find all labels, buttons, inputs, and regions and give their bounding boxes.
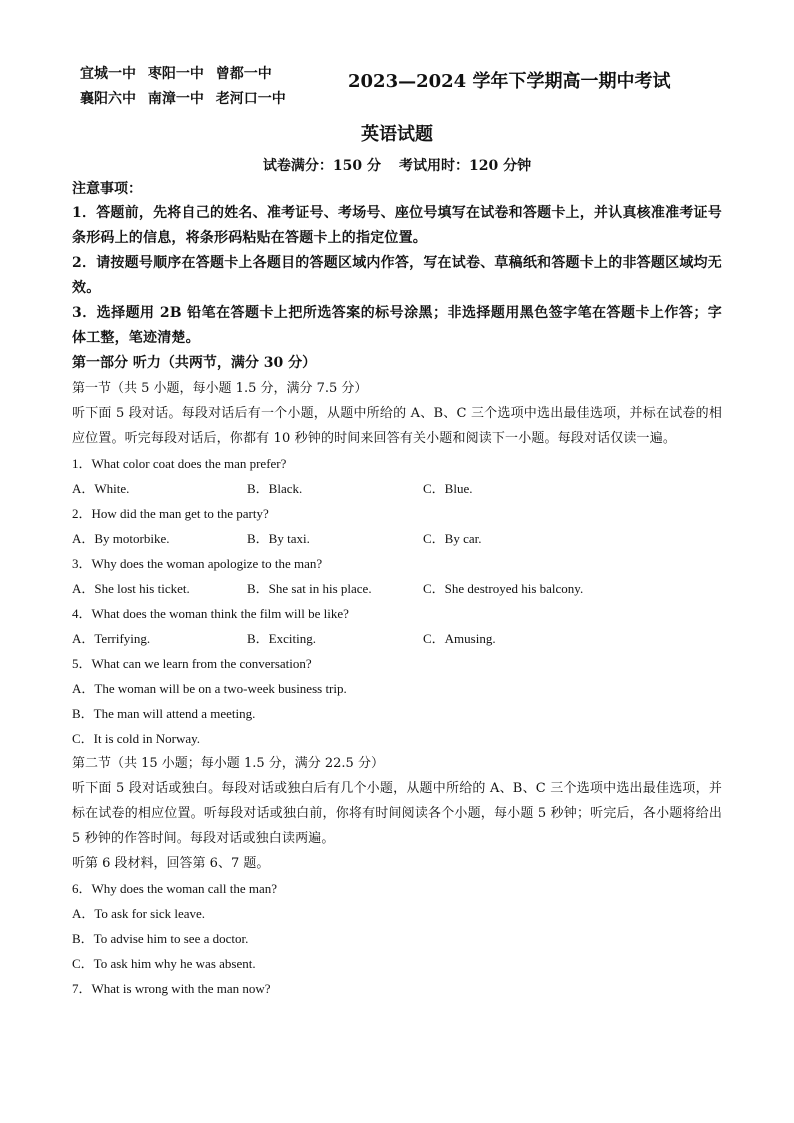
exam-title: 2023—2024 学年下学期高一期中考试 — [348, 71, 671, 92]
option: A．To ask for sick leave. — [72, 906, 206, 921]
option: B．She sat in his place. — [247, 581, 372, 596]
option: B．To advise him to see a doctor. — [72, 931, 249, 946]
exam-duration: 考试用时：120 分钟 — [399, 158, 532, 174]
school-row — [80, 87, 340, 112]
option: B．By taxi. — [247, 531, 310, 546]
question-stem: 1．What color coat does the man prefer? — [72, 456, 287, 471]
option-row — [72, 476, 722, 501]
notice-item: 2．请按题号顺序在答题卡上各题目的答题区域内作答，写在试卷、草稿纸和答题卡上的非答题区域均无效。 — [72, 255, 722, 296]
option: B．Exciting. — [247, 631, 316, 646]
school-name: 襄阳六中 — [80, 91, 136, 107]
option: C．By car. — [423, 531, 482, 546]
part-title: 第一部分 听力（共两节，满分 30 分） — [72, 355, 317, 371]
school-name: 宜城一中 — [80, 66, 136, 82]
section-title: 第一节（共 5 小题，每小题 1.5 分，满分 7.5 分） — [72, 381, 368, 396]
notice-item: 3．选择题用 2B 铅笔在答题卡上把所选答案的标号涂黑；非选择题用黑色签字笔在答题卡上作答；字体工整，笔迹清楚。 — [72, 305, 722, 346]
option: A．The woman will be on a two-week business trip. — [72, 681, 347, 696]
question-stem: 4．What does the woman think the film will be like? — [72, 606, 349, 621]
option: C．Amusing. — [423, 631, 496, 646]
option: C．It is cold in Norway. — [72, 731, 201, 746]
option: C．Blue. — [423, 481, 473, 496]
question-stem: 2．How did the man get to the party? — [72, 506, 269, 521]
exam-content — [72, 176, 722, 1001]
question-stem: 6．Why does the woman call the man? — [72, 881, 278, 896]
option: B．The man will attend a meeting. — [72, 706, 256, 721]
section-instructions: 听下面 5 段对话。每段对话后有一个小题，从题中所给的 A、B、C 三个选项中选出最佳选项，并标在试卷的相应位置。听完每段对话后，你都有 10 秒钟的时间来回答有关小题和阅读下一小题。每段对话仅读一遍。 — [72, 406, 722, 446]
material-note: 听第 6 段材料，回答第 6、7 题。 — [72, 856, 270, 871]
school-name: 老河口一中 — [215, 91, 286, 107]
option: C．She destroyed his balcony. — [423, 581, 584, 596]
full-score: 试卷满分：150 分 — [262, 158, 381, 174]
option: C．To ask him why he was absent. — [72, 956, 256, 971]
notice-heading: 注意事项： — [72, 181, 142, 197]
section-instructions: 听下面 5 段对话或独白。每段对话或独白后有几个小题，从题中所给的 A、B、C 三个选项中选出最佳选项，并标在试卷的相应位置。听每段对话或独白前，你将有时间阅读各个小题，每小题 5 秒钟；听完后，各小题将给出 5 秒钟的作答时间。每段对话或独白读两遍。 — [72, 781, 722, 846]
option-row — [72, 576, 722, 601]
option: B．Black. — [247, 481, 303, 496]
subject-title: 英语试题 — [361, 124, 433, 145]
school-name: 曾都一中 — [215, 66, 272, 82]
option: A．Terrifying. — [72, 631, 151, 646]
question-stem: 3．Why does the woman apologize to the man? — [72, 556, 323, 571]
question-stem: 5．What can we learn from the conversation? — [72, 656, 312, 671]
question-stem: 7．What is wrong with the man now? — [72, 981, 271, 996]
school-name: 枣阳一中 — [147, 66, 204, 82]
school-row — [80, 62, 340, 87]
option: A．By motorbike. — [72, 531, 170, 546]
option-row — [72, 626, 722, 651]
option: A．She lost his ticket. — [72, 581, 190, 596]
option-row — [72, 526, 722, 551]
exam-meta — [0, 155, 794, 175]
school-name: 南漳一中 — [147, 91, 204, 107]
school-list — [80, 62, 340, 112]
section-title: 第二节（共 15 小题；每小题 1.5 分，满分 22.5 分） — [72, 756, 384, 771]
option: A．White. — [72, 481, 130, 496]
notice-item: 1．答题前，先将自己的姓名、准考证号、考场号、座位号填写在试卷和答题卡上，并认真核准准考证号条形码上的信息，将条形码粘贴在答题卡上的指定位置。 — [72, 205, 722, 246]
